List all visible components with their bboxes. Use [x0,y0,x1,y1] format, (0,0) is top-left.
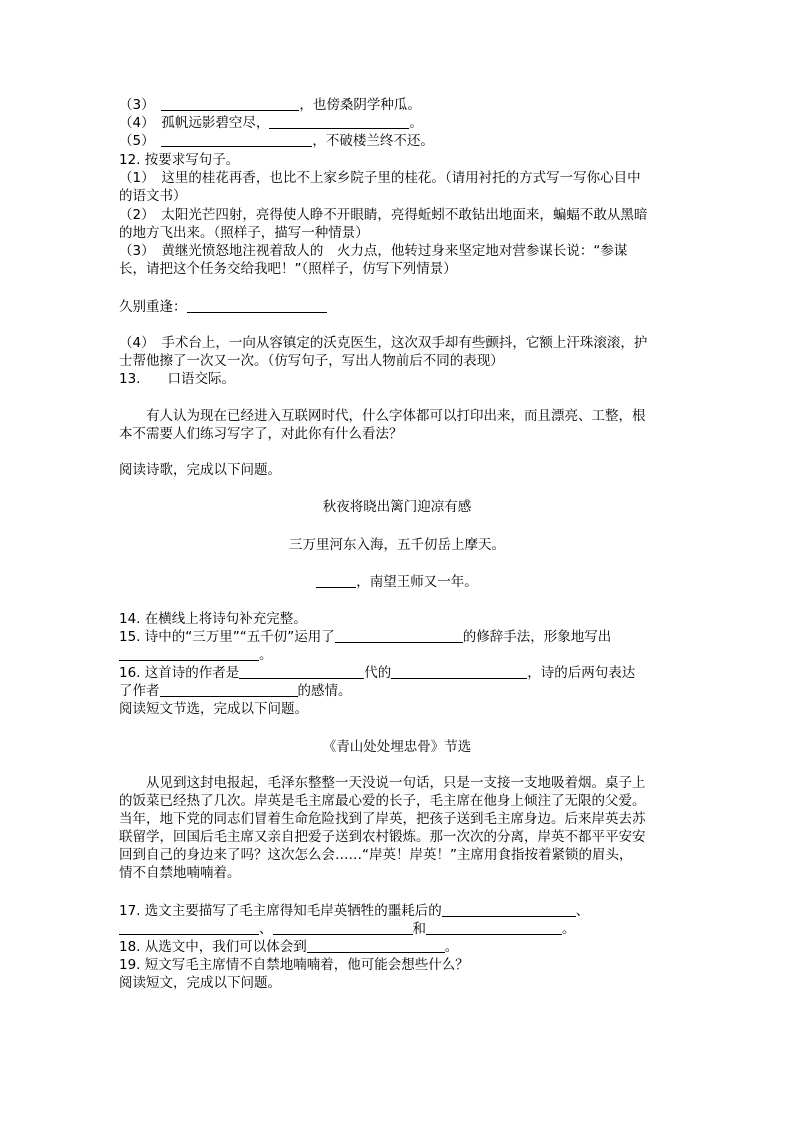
q18-text: 18. 从选文中，我们可以体会到 [119,939,307,955]
answer-blank[interactable] [391,665,527,679]
q19: 19. 短文写毛主席情不自禁地喃喃着，他可能会想些什么？ [119,957,469,973]
q11-3 [119,96,421,114]
q17-and: 和 [412,921,426,937]
q12-heading: 12. 按要求写句子。 [119,152,240,168]
q16-cont-end: 的感情。 [297,683,352,699]
q17-text: 17. 选文主要描写了毛主席得知毛岸英牺牲的噩耗后的 [119,903,442,919]
q16 [119,664,635,682]
q16-cont-text: 了作者 [119,683,160,699]
essay-line-4: 联留学，回国后毛主席又亲自把爱子送到农村锻炼。那一次次的分离，岸英不都平平安安 [119,829,646,845]
q17-end: 。 [562,921,576,937]
poem-line-2 [0,573,794,591]
essay-line-3: 当年，地下党的同志们冒着生命危险找到了岸英，把孩子送到毛主席身边。后来岸英去苏 [119,811,646,827]
essay-line-5: 回到自己的身边来了吗？这次怎么会……“岸英！岸英！”主席用食指按着紧锁的眉头， [119,847,633,863]
q15-text-2: 的修辞手法，形象地写出 [462,629,612,645]
q12-2-line1: （2） 太阳光芒四射，亮得使人睁不开眼睛，亮得蚯蚓不敢钻出地面来，蝙蝠不敢从黑暗 [119,207,648,223]
q15-cont [119,646,273,664]
q11-4 [119,114,423,132]
q13-line1: 有人认为现在已经进入互联网时代，什么字体都可以打印出来，而且漂亮、工整，根 [146,408,646,424]
answer-blank[interactable] [160,683,298,697]
q12-2-line2: 的地方飞出来。（照样子，描写一种情景） [119,225,369,241]
q13-line2: 本不需要人们练习写字了，对此你有什么看法？ [119,426,403,442]
q11-3-label: （3） [119,97,162,113]
q12-3-prompt [119,298,327,316]
essay-line-6: 情不自禁地喃喃着。 [119,865,241,881]
q12-3-line1: （3） 黄继光愤怒地注视着敌人的 火力点，他转过身来坚定地对营参谋长说：“参谋 [119,243,628,259]
q12-4-line2: 士帮他擦了一次又一次。（仿写句子，写出人物前后不同的表现） [119,353,504,369]
answer-blank[interactable] [119,647,259,661]
answer-blank[interactable] [273,921,413,935]
essay-line-2: 的饭菜已经热了几次。岸英是毛主席最心爱的长子，毛主席在他身上倾注了无限的父爱。 [119,793,646,809]
q12-4-line1: （4） 手术台上，一向从容镇定的沃克医生，这次双手却有些颤抖，它额上汗珠滚滚，护 [119,335,648,351]
q11-5-text: ，不破楼兰终不还。 [312,133,434,149]
answer-blank[interactable] [239,665,364,679]
answer-blank[interactable] [269,115,409,129]
q15 [119,628,611,646]
q17 [119,902,589,920]
q16-text: 16. 这首诗的作者是 [119,665,240,681]
answer-blank[interactable] [442,903,576,917]
answer-blank[interactable] [307,939,445,953]
q11-5-label: （5） [119,133,162,149]
answer-blank[interactable] [161,97,299,111]
q15-text: 15. 诗中的“三万里”“五千仞”运用了 [119,629,335,645]
poem-title: 秋夜将晓出篱门迎凉有感 [322,499,472,515]
q16-cont [119,682,352,700]
q12-3-line2: 长，请把这个任务交给我吧！”（照样子，仿写下列情景） [119,261,457,277]
answer-blank[interactable] [335,629,463,643]
q15-end: 。 [259,647,273,663]
answer-blank[interactable] [316,574,356,588]
q17-cont [119,920,576,938]
q13-heading: 13. 口语交际。 [119,371,235,387]
q12-1-line2: 的语文书） [119,188,187,204]
q12-3-label: 久别重逢： [119,299,187,315]
next-instruction: 阅读短文，完成以下问题。 [119,975,281,991]
answer-blank[interactable] [161,133,312,147]
q18-end: 。 [444,939,459,955]
answer-blank[interactable] [187,299,327,313]
q12-1-line1: （1） 这里的桂花再香，也比不上家乡院子里的桂花。（请用衬托的方式写一写你心目中 [119,170,641,186]
q17-sep: 、 [575,903,590,919]
essay-title: 《青山处处埋忠骨》节选 [322,739,472,755]
q16-text-3: ，诗的后两句表达 [527,665,636,681]
poem-line-1: 三万里河东入海，五千仞岳上摩天。 [289,537,505,553]
essay-instruction: 阅读短文节选，完成以下问题。 [119,701,308,717]
q11-5 [119,132,434,150]
q14: 14. 在横线上将诗句补充完整。 [119,611,307,627]
q11-4-text: （4） 孤帆远影碧空尽， [119,115,270,131]
q16-text-2: 代的 [364,665,392,681]
poem-line-2-text: ，南望王师又一年。 [356,574,478,590]
q11-4-end: 。 [409,115,423,131]
answer-blank[interactable] [426,921,562,935]
q17-sep-2: 、 [259,921,273,937]
poem-instruction: 阅读诗歌，完成以下问题。 [119,462,281,478]
essay-line-1: 从见到这封电报起，毛泽东整整一天没说一句话，只是一支接一支地吸着烟。桌子上 [146,775,646,791]
q11-3-text: ，也傍桑阴学种瓜。 [299,97,421,113]
answer-blank[interactable] [119,921,259,935]
q18 [119,938,458,956]
